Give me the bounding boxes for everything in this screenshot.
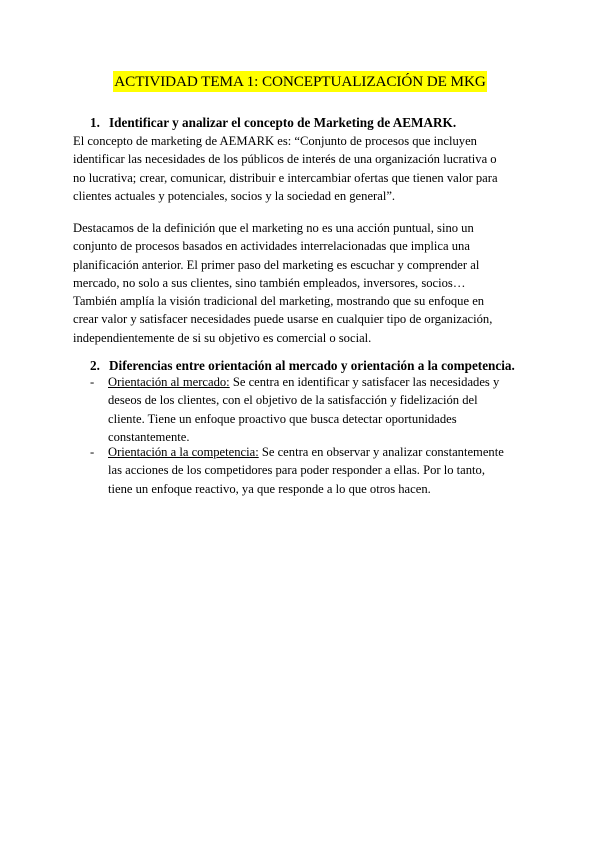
bullet-term: Orientación al mercado: bbox=[108, 375, 230, 389]
paragraph-line: planificación anterior. El primer paso del marketing es escuchar y comprender al bbox=[73, 257, 480, 272]
paragraph-line: clientes actuales y potenciales, socios y la sociedad en general”. bbox=[73, 188, 396, 203]
paragraph-line: conjunto de procesos basados en actividades interrelacionadas que implica una bbox=[73, 239, 470, 254]
bullet-dash: - bbox=[90, 445, 95, 459]
paragraph-line: crear valor y satisfacer necesidades puede usarse en cualquier tipo de organización, bbox=[73, 312, 493, 327]
document-title: ACTIVIDAD TEMA 1: CONCEPTUALIZACIÓN DE MKG bbox=[114, 73, 486, 90]
bullet-first-line bbox=[108, 443, 504, 461]
title-container bbox=[0, 71, 600, 92]
bullet-dash: - bbox=[90, 375, 95, 389]
bullet-line: cliente. Tiene un enfoque proactivo que busca detectar oportunidades bbox=[108, 411, 457, 426]
bullet-line: constantemente. bbox=[108, 429, 190, 444]
paragraph-line: También amplía la visión tradicional del marketing, mostrando que su enfoque en bbox=[73, 294, 485, 309]
section-1-heading-text: Identificar y analizar el concepto de Marketing de AEMARK. bbox=[109, 115, 457, 130]
section-1-number: 1. bbox=[90, 115, 100, 130]
paragraph-line: mercado, no solo a sus clientes, sino también empleados, inversores, socios… bbox=[73, 275, 466, 290]
bullet-first-line bbox=[108, 373, 499, 391]
section-2-heading bbox=[90, 357, 515, 374]
bullet-first-rest: Se centra en identificar y satisfacer las necesidades y bbox=[229, 375, 500, 389]
bullet-line: tiene un enfoque reactivo, ya que responde a lo que otros hacen. bbox=[108, 481, 431, 496]
paragraph-line: Destacamos de la definición que el marketing no es una acción puntual, sino un bbox=[73, 221, 474, 235]
paragraph-line: identificar las necesidades de los públicos de interés de una organización lucrativa o bbox=[73, 152, 497, 167]
bullet-body bbox=[108, 443, 504, 498]
bullet-body bbox=[108, 373, 499, 446]
paragraph-line: independientemente de si su objetivo es comercial o social. bbox=[73, 330, 372, 345]
section-2-heading-text: Diferencias entre orientación al mercado y orientación a la competencia. bbox=[109, 358, 515, 373]
bullet-term: Orientación a la competencia: bbox=[108, 445, 259, 459]
paragraph-line: no lucrativa; crear, comunicar, distribuir e intercambiar ofertas que tienen valor para bbox=[73, 170, 498, 185]
bullet-first-rest: Se centra en observar y analizar constantemente bbox=[258, 445, 504, 459]
section-1-paragraph-2 bbox=[73, 219, 523, 347]
bullet-line: deseos de los clientes, con el objetivo de la satisfacción y fidelización del bbox=[108, 393, 478, 408]
bullet-line: las acciones de los competidores para poder responder a ellas. Por lo tanto, bbox=[108, 463, 485, 478]
section-1-paragraph-1 bbox=[73, 132, 523, 205]
section-2-number: 2. bbox=[90, 358, 100, 373]
paragraph-line: El concepto de marketing de AEMARK es: “Conjunto de procesos que incluyen bbox=[73, 134, 477, 148]
section-1-heading bbox=[90, 114, 456, 131]
